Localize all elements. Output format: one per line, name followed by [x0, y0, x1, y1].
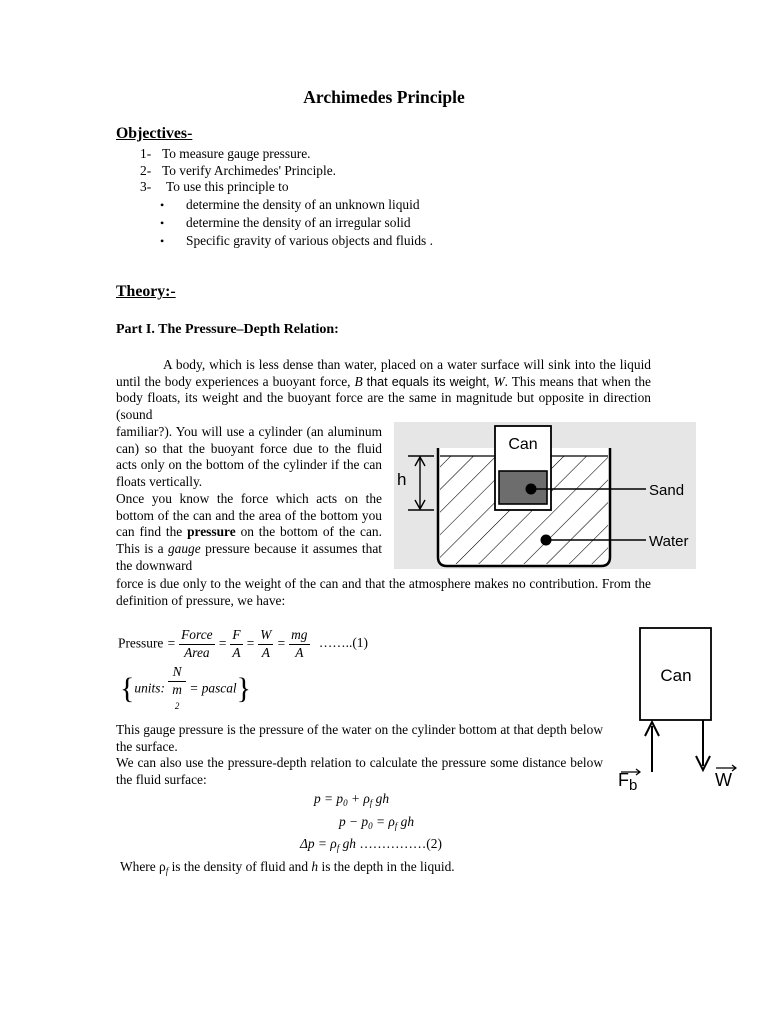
depth-label: h: [397, 470, 407, 489]
buoyant-force-label: $F_b$: [618, 770, 638, 794]
list-item: • determine the density of an irregular solid: [160, 215, 433, 233]
can-label: Can: [660, 666, 692, 685]
list-item: • determine the density of an unknown liquid: [160, 197, 433, 215]
list-item: 3- To use this principle to: [140, 179, 289, 194]
water-label: Water: [649, 533, 689, 550]
gauge-pressure-text: This gauge pressure is the pressure of the water on the cylinder bottom at that depth below the surface. We can also use the pressure-depth relation to calculate the pressure some distance below the fluid surface:: [116, 722, 603, 788]
units-equation: {units: N m 2 = pascal}: [120, 664, 252, 712]
weight-label: W: [715, 770, 732, 790]
objectives-heading: Objectives-: [116, 125, 193, 142]
free-body-diagram: [612, 626, 742, 798]
sand: [499, 471, 547, 504]
objectives-sublist: [160, 197, 433, 251]
theory-paragraph: A body, which is less dense than water, placed on a water surface will sink into the liquid until the body experiences a buoyant force, B that equals its weight, W. This means that when the body floats, its weight and the buoyant force are the same in magnitude but opposite in direction (sound: [116, 357, 651, 423]
floating-can-figure: [394, 422, 696, 569]
where-text: Where $\rho_f$ is the density of fluid and h is the depth in the liquid.: [120, 859, 455, 876]
theory-paragraph-after: force is due only to the weight of the can and that the atmosphere makes no contribution. From the definition of pressure, we have:: [116, 576, 651, 608]
can-label: Can: [508, 436, 538, 453]
list-item: • Specific gravity of various objects and fluids .: [160, 233, 433, 251]
theory-heading: Theory:-: [116, 283, 176, 300]
list-item: 2- To verify Archimedes' Principle.: [140, 162, 337, 178]
list-item: 1- To measure gauge pressure.: [140, 146, 311, 161]
sand-label: Sand: [649, 482, 685, 499]
part1-heading: Part I. The Pressure–Depth Relation:: [116, 322, 339, 337]
pressure-depth-eq-c: $\Delta p = \rho_f$ gh ……………(2): [300, 836, 442, 853]
theory-paragraph-narrow: familiar?). You will use a cylinder (an aluminum can) so that the buoyant force due to the fluid acts only on the bottom of the cylinder if the can floats vertically. Once you know the force which acts on the bottom of the can and the area of the bottom you can find the pressure on the bottom of the can. This is a gauge pressure because it assumes that the downward: [116, 424, 382, 573]
page-title: Archimedes Principle: [303, 87, 465, 107]
pressure-depth-eq-b: $p - p_0 = \rho_f$ gh: [339, 814, 415, 831]
pressure-equation: Pressure = $\frac{\text{Force}}{\text{Area}}$ = $\frac{F}{A}$ = $\frac{W}{A}$ = $\frac{mg}{A}$ ……..(1): [118, 627, 368, 660]
pressure-depth-eq-a: $p = p_0 + \rho_f$ gh: [314, 791, 390, 808]
objectives-list: [140, 146, 336, 196]
